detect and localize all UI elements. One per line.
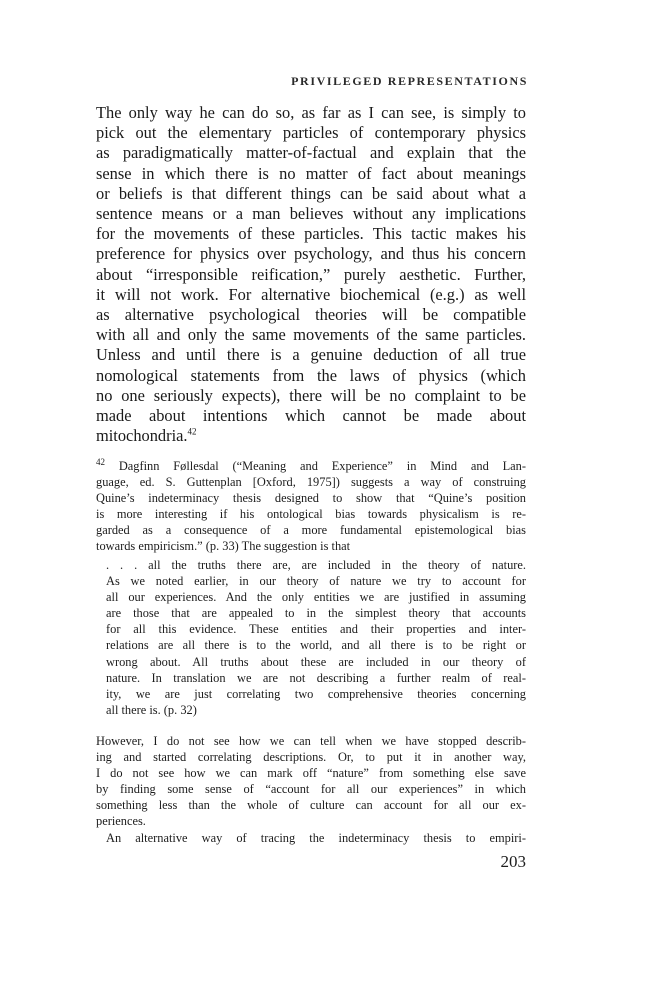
quote-line: all there is. (p. 32) bbox=[106, 702, 197, 717]
continuation-line: periences. bbox=[96, 814, 146, 829]
quote-line: are those that are appealed to in the simplest theory that accounts bbox=[106, 606, 526, 621]
main-line: pick out the elementary particles of contemporary physics bbox=[96, 123, 526, 143]
page-number: 203 bbox=[500, 852, 526, 871]
main-line: as paradigmatically matter-of-factual and explain that the bbox=[96, 143, 526, 163]
main-line-text: mitochondria. bbox=[96, 426, 188, 446]
quote-line: all our experiences. And the only entities we are justified in assuming bbox=[106, 590, 526, 605]
main-line-last bbox=[96, 426, 526, 446]
continuation-line: An alternative way of tracing the indeterminacy thesis to empiri- bbox=[106, 830, 526, 845]
footnote-line: is more interesting if his ontological bias towards physicalism is re- bbox=[96, 507, 526, 522]
quote-line: . . . all the truths there are, are included in the theory of nature. bbox=[106, 558, 526, 572]
footnote-marker: 42 bbox=[96, 456, 105, 467]
footnote-line: towards empiricism.” (p. 33) The suggestion is that bbox=[96, 539, 351, 554]
quote-line: nature. In translation we are not describing a further realm of real- bbox=[106, 670, 526, 685]
running-head: PRIVILEGED REPRESENTATIONS bbox=[291, 74, 528, 88]
quote-line: ity, we are just correlating two comprehensive theories concerning bbox=[106, 686, 526, 701]
main-line: Unless and until there is a genuine deduction of all true bbox=[96, 345, 526, 365]
main-line: The only way he can do so, as far as I can see, is simply to bbox=[96, 103, 526, 122]
main-line: sense in which there is no matter of fact about meanings bbox=[96, 163, 526, 183]
main-line: made about intentions which cannot be made about bbox=[96, 406, 526, 426]
block-quote bbox=[106, 557, 526, 718]
continuation-line: something less than the whole of culture can account for all our ex- bbox=[96, 798, 526, 813]
footnote bbox=[96, 458, 526, 555]
footnote-reference: 42 bbox=[187, 426, 197, 437]
quote-line: wrong about. All truths about these are included in our theory of bbox=[106, 654, 526, 669]
continuation-line: I do not see how we can mark off “nature” from something else save bbox=[96, 766, 526, 781]
main-line: preference for physics over psychology, and thus his concern bbox=[96, 244, 526, 264]
footnote-line: garded as a consequence of a more fundamental epistemological bias bbox=[96, 523, 526, 538]
quote-line: for all this evidence. These entities and their properties and inter- bbox=[106, 622, 526, 637]
main-line: as alternative psychological theories will be compatible bbox=[96, 305, 526, 325]
main-line: or beliefs is that different things can be said about what a bbox=[96, 183, 526, 203]
footnote-line: guage, ed. S. Guttenplan [Oxford, 1975]) suggests a way of construing bbox=[96, 475, 526, 490]
quote-line: As we noted earlier, in our theory of nature we try to account for bbox=[106, 574, 526, 589]
main-line: nomological statements from the laws of physics (which bbox=[96, 365, 526, 385]
quote-line: relations are all there is to the world, and all there is to be right or bbox=[106, 638, 526, 653]
footnote-continuation bbox=[96, 733, 526, 846]
footnote-line: Quine’s indeterminacy thesis designed to show that “Quine’s position bbox=[96, 491, 526, 506]
main-line: sentence means or a man believes without any implications bbox=[96, 204, 526, 224]
continuation-line: by finding some sense of “account for all our experiences” in which bbox=[96, 782, 526, 797]
continuation-line: However, I do not see how we can tell when we have stopped describ- bbox=[96, 734, 526, 748]
main-line: no one seriously expects), there will be no complaint to be bbox=[96, 385, 526, 405]
main-line: for the movements of these particles. This tactic makes his bbox=[96, 224, 526, 244]
main-paragraph bbox=[96, 103, 526, 446]
continuation-line: ing and started correlating descriptions. Or, to put it in another way, bbox=[96, 750, 526, 765]
footnote-line bbox=[96, 458, 526, 474]
main-line: with all and only the same movements of the same particles. bbox=[96, 325, 526, 345]
footnote-text: Dagfinn Føllesdal (“Meaning and Experience” in Mind and Lan- bbox=[118, 459, 526, 473]
main-line: about “irresponsible reification,” purely aesthetic. Further, bbox=[96, 264, 526, 284]
main-line: it will not work. For alternative biochemical (e.g.) as well bbox=[96, 284, 526, 304]
